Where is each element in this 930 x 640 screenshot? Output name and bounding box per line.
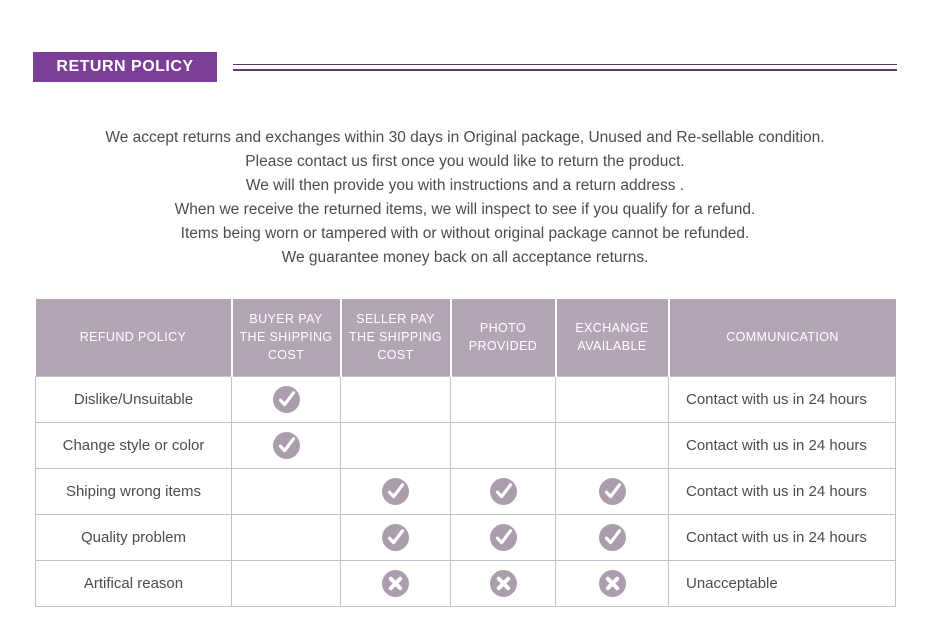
- column-header-seller-pay-shipping: SELLER PAY THE SHIPPING COST: [341, 299, 451, 376]
- refund-table-body: [36, 376, 896, 606]
- mark-cell: [232, 560, 341, 606]
- mark-cell: [232, 422, 341, 468]
- mark-cell: [341, 468, 451, 514]
- intro-line: We guarantee money back on all acceptance returns.: [281, 249, 649, 266]
- communication-cell: Contact with us in 24 hours: [669, 376, 896, 422]
- mark-cell: [341, 422, 451, 468]
- communication-cell: Contact with us in 24 hours: [669, 514, 896, 560]
- table-row: [36, 422, 896, 468]
- cross-icon: [381, 569, 410, 598]
- intro-line: We accept returns and exchanges within 30 days in Original package, Unused and Re-sellable condition.: [105, 129, 825, 146]
- check-icon: [598, 477, 627, 506]
- page-title: RETURN POLICY: [33, 52, 217, 82]
- policy-intro-paragraph: [0, 126, 930, 270]
- section-header: [0, 0, 930, 82]
- mark-cell: [556, 560, 669, 606]
- table-row: [36, 560, 896, 606]
- mark-cell: [556, 468, 669, 514]
- table-header-row: [36, 299, 896, 376]
- policy-cell: Quality problem: [36, 514, 232, 560]
- mark-cell: [341, 376, 451, 422]
- cross-icon: [598, 569, 627, 598]
- mark-cell: [451, 560, 556, 606]
- table-row: [36, 514, 896, 560]
- column-header-exchange-available: EXCHANGE AVAILABLE: [556, 299, 669, 376]
- check-icon: [272, 431, 301, 460]
- policy-cell: Change style or color: [36, 422, 232, 468]
- intro-line: Please contact us first once you would like to return the product.: [245, 153, 685, 170]
- mark-cell: [556, 422, 669, 468]
- mark-cell: [341, 560, 451, 606]
- check-icon: [598, 523, 627, 552]
- mark-cell: [232, 468, 341, 514]
- mark-cell: [232, 514, 341, 560]
- intro-line: Items being worn or tampered with or without original package cannot be refunded.: [180, 225, 750, 242]
- check-icon: [272, 385, 301, 414]
- mark-cell: [451, 468, 556, 514]
- policy-cell: Shiping wrong items: [36, 468, 232, 514]
- mark-cell: [556, 376, 669, 422]
- table-row: [36, 468, 896, 514]
- mark-cell: [341, 514, 451, 560]
- intro-line: When we receive the returned items, we will inspect to see if you qualify for a refund.: [174, 201, 756, 218]
- mark-cell: [556, 514, 669, 560]
- policy-cell: Artifical reason: [36, 560, 232, 606]
- communication-cell: Contact with us in 24 hours: [669, 422, 896, 468]
- decorative-double-rule: [233, 64, 897, 71]
- communication-cell: Unacceptable: [669, 560, 896, 606]
- check-icon: [381, 523, 410, 552]
- table-row: [36, 376, 896, 422]
- mark-cell: [451, 376, 556, 422]
- check-icon: [489, 477, 518, 506]
- refund-policy-table: [35, 299, 896, 607]
- mark-cell: [451, 422, 556, 468]
- check-icon: [381, 477, 410, 506]
- intro-line: We will then provide you with instructions and a return address .: [245, 177, 685, 194]
- column-header-communication: COMMUNICATION: [669, 299, 896, 376]
- mark-cell: [451, 514, 556, 560]
- mark-cell: [232, 376, 341, 422]
- column-header-buyer-pay-shipping: BUYER PAY THE SHIPPING COST: [232, 299, 341, 376]
- check-icon: [489, 523, 518, 552]
- communication-cell: Contact with us in 24 hours: [669, 468, 896, 514]
- column-header-refund-policy: REFUND POLICY: [36, 299, 232, 376]
- column-header-photo-provided: PHOTO PROVIDED: [451, 299, 556, 376]
- policy-cell: Dislike/Unsuitable: [36, 376, 232, 422]
- cross-icon: [489, 569, 518, 598]
- refund-table-container: [35, 299, 895, 607]
